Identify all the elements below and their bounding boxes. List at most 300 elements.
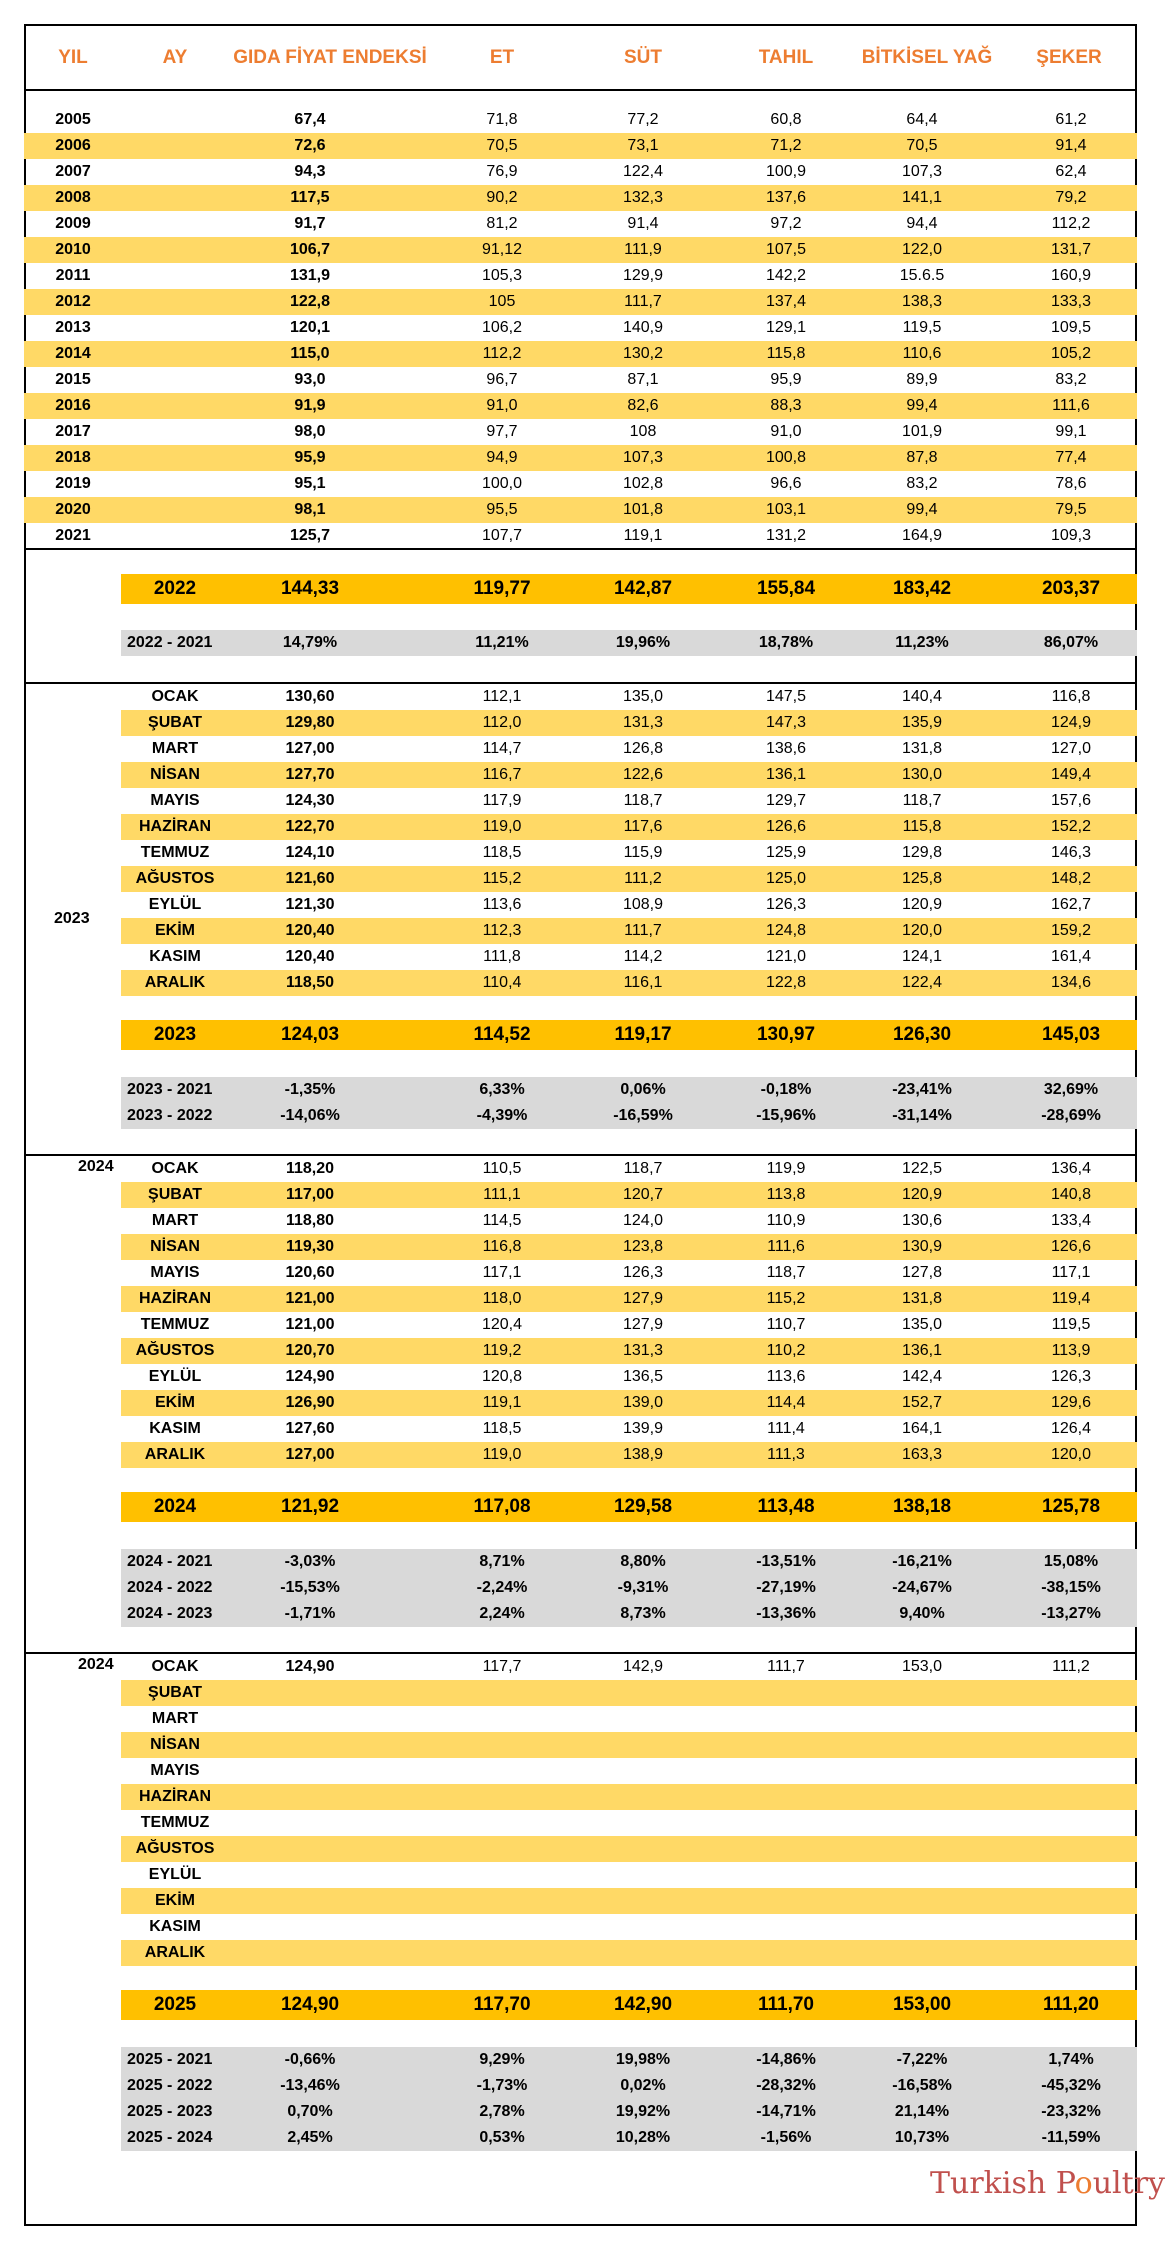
value-cell: 111,7 xyxy=(767,1658,805,1675)
value-cell: 96,6 xyxy=(770,475,802,492)
value-cell: 114,4 xyxy=(766,1394,806,1411)
value-cell: 112,2 xyxy=(1051,215,1091,232)
value-cell: 111,7 xyxy=(624,922,662,939)
header-6: BİTKİSEL YAĞ xyxy=(861,47,993,68)
month-row xyxy=(121,1758,1137,1784)
year-label: 2005 xyxy=(55,111,91,128)
value-cell: 83,2 xyxy=(906,475,938,492)
diff-label: 2022 - 2021 xyxy=(127,634,213,651)
year-label: 2007 xyxy=(55,163,91,180)
value-cell: 121,60 xyxy=(285,870,335,887)
value-cell: -24,67% xyxy=(892,1579,952,1596)
month-label: ŞUBAT xyxy=(148,1186,202,1203)
month-row xyxy=(121,788,1137,814)
value-cell: 129,80 xyxy=(285,714,335,731)
value-cell: -28,32% xyxy=(756,2077,816,2094)
value-cell: 157,6 xyxy=(1050,792,1092,809)
value-cell: -1,35% xyxy=(284,1081,336,1098)
year-row xyxy=(24,419,1137,445)
value-cell: 115,2 xyxy=(482,870,522,887)
month-label: EKİM xyxy=(155,1394,195,1411)
month-row xyxy=(121,1888,1137,1914)
value-cell: 106,2 xyxy=(481,319,523,336)
value-cell: 133,3 xyxy=(1050,293,1092,310)
month-row xyxy=(121,1862,1137,1888)
year-row xyxy=(24,133,1137,159)
year-row xyxy=(24,341,1137,367)
value-cell: -1,73% xyxy=(476,2077,528,2094)
month-label: KASIM xyxy=(149,948,201,965)
value-cell: 127,8 xyxy=(901,1264,943,1281)
month-row xyxy=(121,1732,1137,1758)
value-cell: 0,02% xyxy=(620,2077,666,2094)
value-cell: 142,87 xyxy=(613,578,673,599)
value-cell: 82,6 xyxy=(627,397,659,414)
month-row xyxy=(121,1390,1137,1416)
value-cell: 124,90 xyxy=(285,1658,335,1675)
value-cell: 125,8 xyxy=(901,870,943,887)
diff-row xyxy=(121,2099,1137,2125)
value-cell: 124,90 xyxy=(280,1994,340,2015)
value-cell: 21,14% xyxy=(894,2103,950,2120)
value-cell: 96,7 xyxy=(486,371,518,388)
value-cell: 11,23% xyxy=(895,634,949,651)
value-cell: 120,4 xyxy=(481,1316,523,1333)
header-4: SÜT xyxy=(624,47,662,68)
value-cell: 112,3 xyxy=(482,922,522,939)
month-row xyxy=(121,1364,1137,1390)
month-label: MAYIS xyxy=(150,792,200,809)
total-label: 2024 xyxy=(153,1496,197,1517)
value-cell: 153,00 xyxy=(892,1994,952,2015)
year-label: 2018 xyxy=(55,449,91,466)
value-cell: 110,6 xyxy=(902,345,942,362)
month-label: NİSAN xyxy=(150,766,200,783)
value-cell: 113,8 xyxy=(766,1186,806,1203)
value-cell: 8,80% xyxy=(620,1553,666,1570)
value-cell: 8,73% xyxy=(620,1605,666,1622)
value-cell: 105,3 xyxy=(481,267,523,284)
value-cell: 129,8 xyxy=(901,844,943,861)
value-cell: -0,18% xyxy=(760,1081,812,1098)
year-row xyxy=(24,497,1137,523)
month-row xyxy=(121,1208,1137,1234)
month-row xyxy=(121,1680,1137,1706)
value-cell: 6,33% xyxy=(479,1081,525,1098)
value-cell: 124,8 xyxy=(765,922,807,939)
value-cell: 129,7 xyxy=(765,792,807,809)
value-cell: 120,8 xyxy=(481,1368,523,1385)
value-cell: -38,15% xyxy=(1041,1579,1101,1596)
logo-part1: Turkish P xyxy=(930,2166,1075,2201)
value-cell: 90,2 xyxy=(486,189,518,206)
value-cell: 120,9 xyxy=(901,896,943,913)
value-cell: -14,06% xyxy=(280,1107,340,1124)
value-cell: 138,9 xyxy=(622,1446,664,1463)
year-label: 2009 xyxy=(55,215,91,232)
value-cell: 122,8 xyxy=(289,293,331,310)
total-row xyxy=(121,1990,1137,2020)
value-cell: 2,45% xyxy=(287,2129,333,2146)
value-cell: 142,2 xyxy=(765,267,807,284)
value-cell: 130,9 xyxy=(901,1238,943,1255)
value-cell: 120,0 xyxy=(901,922,943,939)
month-label: OCAK xyxy=(151,1160,199,1177)
value-cell: 111,6 xyxy=(1052,397,1090,414)
value-cell: 127,00 xyxy=(285,1446,335,1463)
value-cell: 89,9 xyxy=(906,371,938,388)
value-cell: 120,40 xyxy=(285,922,335,939)
value-cell: 9,40% xyxy=(899,1605,945,1622)
value-cell: 126,6 xyxy=(765,818,807,835)
value-cell: 118,7 xyxy=(902,792,942,809)
value-cell: 95,1 xyxy=(294,475,326,492)
value-cell: 118,5 xyxy=(482,1420,522,1437)
value-cell: 113,6 xyxy=(482,896,522,913)
total-row xyxy=(121,1020,1137,1050)
value-cell: 116,8 xyxy=(1051,688,1091,705)
value-cell: 117,08 xyxy=(473,1496,531,1517)
value-cell: 19,96% xyxy=(615,634,671,651)
value-cell: 95,9 xyxy=(294,449,326,466)
value-cell: 134,6 xyxy=(1050,974,1092,991)
logo-part2: o xyxy=(1074,2166,1093,2201)
value-cell: 121,92 xyxy=(280,1496,340,1517)
month-row xyxy=(121,1706,1137,1732)
value-cell: 83,2 xyxy=(1055,371,1087,388)
value-cell: 103,1 xyxy=(765,501,807,518)
total-row xyxy=(121,574,1137,604)
value-cell: 120,40 xyxy=(285,948,335,965)
value-cell: 119,1 xyxy=(623,527,663,544)
month-label: HAZİRAN xyxy=(139,1290,211,1307)
year-row xyxy=(24,289,1137,315)
value-cell: 117,7 xyxy=(482,1658,522,1675)
value-cell: 137,6 xyxy=(765,189,807,206)
value-cell: 116,8 xyxy=(482,1238,522,1255)
value-cell: 71,2 xyxy=(770,137,802,154)
value-cell: 111,1 xyxy=(483,1186,521,1203)
year-row xyxy=(24,471,1137,497)
month-row xyxy=(121,1654,1137,1680)
value-cell: 121,30 xyxy=(285,896,335,913)
value-cell: 149,4 xyxy=(1050,766,1092,783)
month-label: MART xyxy=(151,1710,199,1727)
value-cell: 106,7 xyxy=(289,241,331,258)
value-cell: 98,1 xyxy=(294,501,326,518)
value-cell: 126,6 xyxy=(1050,1238,1092,1255)
value-cell: 125,7 xyxy=(289,527,331,544)
value-cell: 118,80 xyxy=(285,1212,335,1229)
month-label: ARALIK xyxy=(144,974,206,991)
value-cell: 107,5 xyxy=(765,241,807,258)
value-cell: 118,0 xyxy=(482,1290,522,1307)
month-row xyxy=(121,1810,1137,1836)
value-cell: -9,31% xyxy=(617,1579,669,1596)
value-cell: -3,03% xyxy=(284,1553,336,1570)
year-label: 2016 xyxy=(55,397,91,414)
value-cell: 122,0 xyxy=(901,241,943,258)
month-label: MAYIS xyxy=(150,1264,200,1281)
value-cell: 1,74% xyxy=(1048,2051,1094,2068)
value-cell: 131,7 xyxy=(1050,241,1092,258)
diff-label: 2023 - 2022 xyxy=(127,1107,213,1124)
diff-row xyxy=(121,1549,1137,1575)
value-cell: 135,9 xyxy=(901,714,943,731)
value-cell: 119,1 xyxy=(482,1394,522,1411)
value-cell: 131,8 xyxy=(901,740,943,757)
value-cell: 117,00 xyxy=(285,1186,335,1203)
value-cell: -1,71% xyxy=(284,1605,336,1622)
month-row xyxy=(121,1234,1137,1260)
value-cell: 81,2 xyxy=(486,215,518,232)
value-cell: 155,84 xyxy=(756,578,816,599)
month-row xyxy=(121,814,1137,840)
value-cell: 111,4 xyxy=(767,1420,805,1437)
value-cell: 142,4 xyxy=(901,1368,943,1385)
value-cell: 114,5 xyxy=(482,1212,522,1229)
value-cell: 137,4 xyxy=(765,293,807,310)
month-label: EYLÜL xyxy=(148,1866,202,1883)
value-cell: 124,10 xyxy=(285,844,335,861)
value-cell: 86,07% xyxy=(1043,634,1099,651)
value-cell: 129,9 xyxy=(622,267,664,284)
value-cell: 76,9 xyxy=(486,163,518,180)
value-cell: 125,78 xyxy=(1041,1496,1101,1517)
value-cell: 11,21% xyxy=(475,634,529,651)
value-cell: 122,6 xyxy=(622,766,664,783)
value-cell: -23,32% xyxy=(1041,2103,1101,2120)
value-cell: 164,9 xyxy=(901,527,943,544)
value-cell: 140,4 xyxy=(901,688,943,705)
value-cell: 163,3 xyxy=(901,1446,943,1463)
table-header xyxy=(24,24,1137,91)
month-label: EYLÜL xyxy=(148,1368,202,1385)
month-label: AĞUSTOS xyxy=(135,870,215,887)
value-cell: -13,46% xyxy=(280,2077,340,2094)
header-0: YIL xyxy=(58,47,88,68)
month-row xyxy=(121,762,1137,788)
value-cell: 101,9 xyxy=(901,423,943,440)
value-cell: 113,9 xyxy=(1051,1342,1091,1359)
value-cell: 131,3 xyxy=(622,1342,664,1359)
value-cell: 160,9 xyxy=(1050,267,1092,284)
value-cell: 126,8 xyxy=(622,740,664,757)
value-cell: 115,9 xyxy=(623,844,663,861)
value-cell: -15,53% xyxy=(280,1579,340,1596)
value-cell: -11,59% xyxy=(1041,2129,1101,2146)
section-divider xyxy=(24,548,1137,550)
diff-label: 2024 - 2021 xyxy=(127,1553,213,1570)
value-cell: 121,00 xyxy=(285,1316,335,1333)
value-cell: 126,30 xyxy=(892,1024,952,1045)
value-cell: -2,24% xyxy=(476,1579,528,1596)
value-cell: 110,9 xyxy=(766,1212,806,1229)
block-year-label: 2023 xyxy=(54,910,90,927)
value-cell: 127,70 xyxy=(285,766,335,783)
diff-label: 2023 - 2021 xyxy=(127,1081,213,1098)
month-row xyxy=(121,918,1137,944)
value-cell: 203,37 xyxy=(1041,578,1101,599)
year-row xyxy=(24,185,1137,211)
block-year-label: 2024 xyxy=(78,1158,114,1175)
total-row xyxy=(121,1492,1137,1522)
value-cell: 19,92% xyxy=(615,2103,671,2120)
value-cell: -14,71% xyxy=(756,2103,816,2120)
logo-part3: ultry xyxy=(1092,2166,1165,2201)
diff-row xyxy=(121,2047,1137,2073)
total-label: 2025 xyxy=(153,1994,197,2015)
value-cell: 15.6.5 xyxy=(899,267,945,284)
month-label: AĞUSTOS xyxy=(135,1840,215,1857)
diff-row xyxy=(121,2073,1137,2099)
value-cell: 32,69% xyxy=(1043,1081,1099,1098)
value-cell: 116,7 xyxy=(482,766,522,783)
month-row xyxy=(121,1416,1137,1442)
header-7: ŞEKER xyxy=(1036,47,1102,68)
value-cell: 71,8 xyxy=(486,111,518,128)
header-2: GIDA FİYAT ENDEKSİ xyxy=(233,47,427,68)
year-label: 2012 xyxy=(55,293,91,310)
block-year-label: 2024 xyxy=(78,1656,114,1673)
month-label: TEMMUZ xyxy=(140,844,210,861)
month-row xyxy=(121,710,1137,736)
diff-label: 2025 - 2021 xyxy=(127,2051,213,2068)
value-cell: 98,0 xyxy=(294,423,326,440)
month-row xyxy=(121,1914,1137,1940)
value-cell: -14,86% xyxy=(756,2051,816,2068)
value-cell: 15,08% xyxy=(1043,1553,1099,1570)
value-cell: 105,2 xyxy=(1050,345,1092,362)
month-label: ARALIK xyxy=(144,1944,206,1961)
value-cell: 127,9 xyxy=(622,1316,664,1333)
value-cell: 73,1 xyxy=(627,137,659,154)
month-label: EYLÜL xyxy=(148,896,202,913)
year-row xyxy=(24,159,1137,185)
month-row xyxy=(121,866,1137,892)
diff-row xyxy=(121,2125,1137,2151)
value-cell: 97,7 xyxy=(486,423,518,440)
value-cell: 130,0 xyxy=(901,766,943,783)
value-cell: -28,69% xyxy=(1041,1107,1101,1124)
month-label: NİSAN xyxy=(150,1736,200,1753)
value-cell: 119,77 xyxy=(473,578,531,599)
value-cell: 126,3 xyxy=(622,1264,664,1281)
value-cell: 139,9 xyxy=(622,1420,664,1437)
diff-label: 2024 - 2022 xyxy=(127,1579,213,1596)
value-cell: 124,9 xyxy=(1050,714,1092,731)
value-cell: 91,4 xyxy=(1055,137,1087,154)
value-cell: 78,6 xyxy=(1055,475,1087,492)
month-row xyxy=(121,1312,1137,1338)
value-cell: -0,66% xyxy=(284,2051,336,2068)
month-label: ŞUBAT xyxy=(148,1684,202,1701)
value-cell: 111,3 xyxy=(767,1446,805,1463)
value-cell: -13,27% xyxy=(1041,1605,1101,1622)
value-cell: -23,41% xyxy=(892,1081,952,1098)
value-cell: 118,7 xyxy=(623,1160,663,1177)
value-cell: 79,5 xyxy=(1055,501,1087,518)
value-cell: 146,3 xyxy=(1050,844,1092,861)
month-row xyxy=(121,1836,1137,1862)
value-cell: 153,0 xyxy=(901,1658,943,1675)
value-cell: 91,7 xyxy=(294,215,326,232)
value-cell: 115,2 xyxy=(766,1290,806,1307)
value-cell: 119,4 xyxy=(1051,1290,1091,1307)
value-cell: 107,3 xyxy=(901,163,943,180)
value-cell: 117,70 xyxy=(473,1994,531,2015)
value-cell: 2,24% xyxy=(479,1605,525,1622)
value-cell: 138,6 xyxy=(765,740,807,757)
month-label: OCAK xyxy=(151,1658,199,1675)
month-label: OCAK xyxy=(151,688,199,705)
value-cell: 112,1 xyxy=(482,688,522,705)
year-label: 2011 xyxy=(55,267,91,284)
diff-label: 2025 - 2022 xyxy=(127,2077,213,2094)
value-cell: 148,2 xyxy=(1050,870,1092,887)
value-cell: 91,0 xyxy=(486,397,518,414)
value-cell: 95,5 xyxy=(486,501,518,518)
value-cell: 119,5 xyxy=(1051,1316,1091,1333)
year-label: 2010 xyxy=(55,241,91,258)
value-cell: 111,6 xyxy=(767,1238,805,1255)
year-row xyxy=(24,523,1137,549)
value-cell: 72,6 xyxy=(294,137,326,154)
value-cell: 19,98% xyxy=(615,2051,671,2068)
value-cell: 126,3 xyxy=(1050,1368,1092,1385)
value-cell: 111,9 xyxy=(624,241,662,258)
diff-row xyxy=(121,630,1137,656)
year-row xyxy=(24,237,1137,263)
value-cell: 79,2 xyxy=(1055,189,1087,206)
value-cell: 122,8 xyxy=(765,974,807,991)
value-cell: -13,36% xyxy=(756,1605,816,1622)
month-label: HAZİRAN xyxy=(139,1788,211,1805)
value-cell: 91,4 xyxy=(627,215,659,232)
value-cell: 119,17 xyxy=(614,1024,672,1045)
year-row xyxy=(24,263,1137,289)
value-cell: 125,9 xyxy=(765,844,807,861)
month-label: EKİM xyxy=(155,922,195,939)
value-cell: 131,8 xyxy=(901,1290,943,1307)
value-cell: 119,2 xyxy=(482,1342,522,1359)
value-cell: 64,4 xyxy=(906,111,938,128)
value-cell: 159,2 xyxy=(1050,922,1092,939)
value-cell: 152,7 xyxy=(901,1394,943,1411)
value-cell: 18,78% xyxy=(758,634,814,651)
value-cell: 87,1 xyxy=(627,371,659,388)
value-cell: 131,3 xyxy=(622,714,664,731)
month-row xyxy=(121,684,1137,710)
value-cell: 110,7 xyxy=(766,1316,806,1333)
value-cell: 2,78% xyxy=(479,2103,525,2120)
value-cell: 113,6 xyxy=(766,1368,806,1385)
value-cell: 130,2 xyxy=(622,345,664,362)
value-cell: -16,21% xyxy=(892,1553,952,1570)
value-cell: 100,8 xyxy=(765,449,807,466)
value-cell: 117,5 xyxy=(290,189,330,206)
month-row xyxy=(121,736,1137,762)
month-row xyxy=(121,1338,1137,1364)
value-cell: 118,7 xyxy=(766,1264,806,1281)
value-cell: 147,3 xyxy=(765,714,807,731)
total-label: 2023 xyxy=(153,1024,197,1045)
value-cell: 111,2 xyxy=(1052,1658,1090,1675)
value-cell: 162,7 xyxy=(1050,896,1092,913)
month-row xyxy=(121,944,1137,970)
value-cell: 111,70 xyxy=(757,1994,815,2015)
value-cell: 91,12 xyxy=(481,241,523,258)
